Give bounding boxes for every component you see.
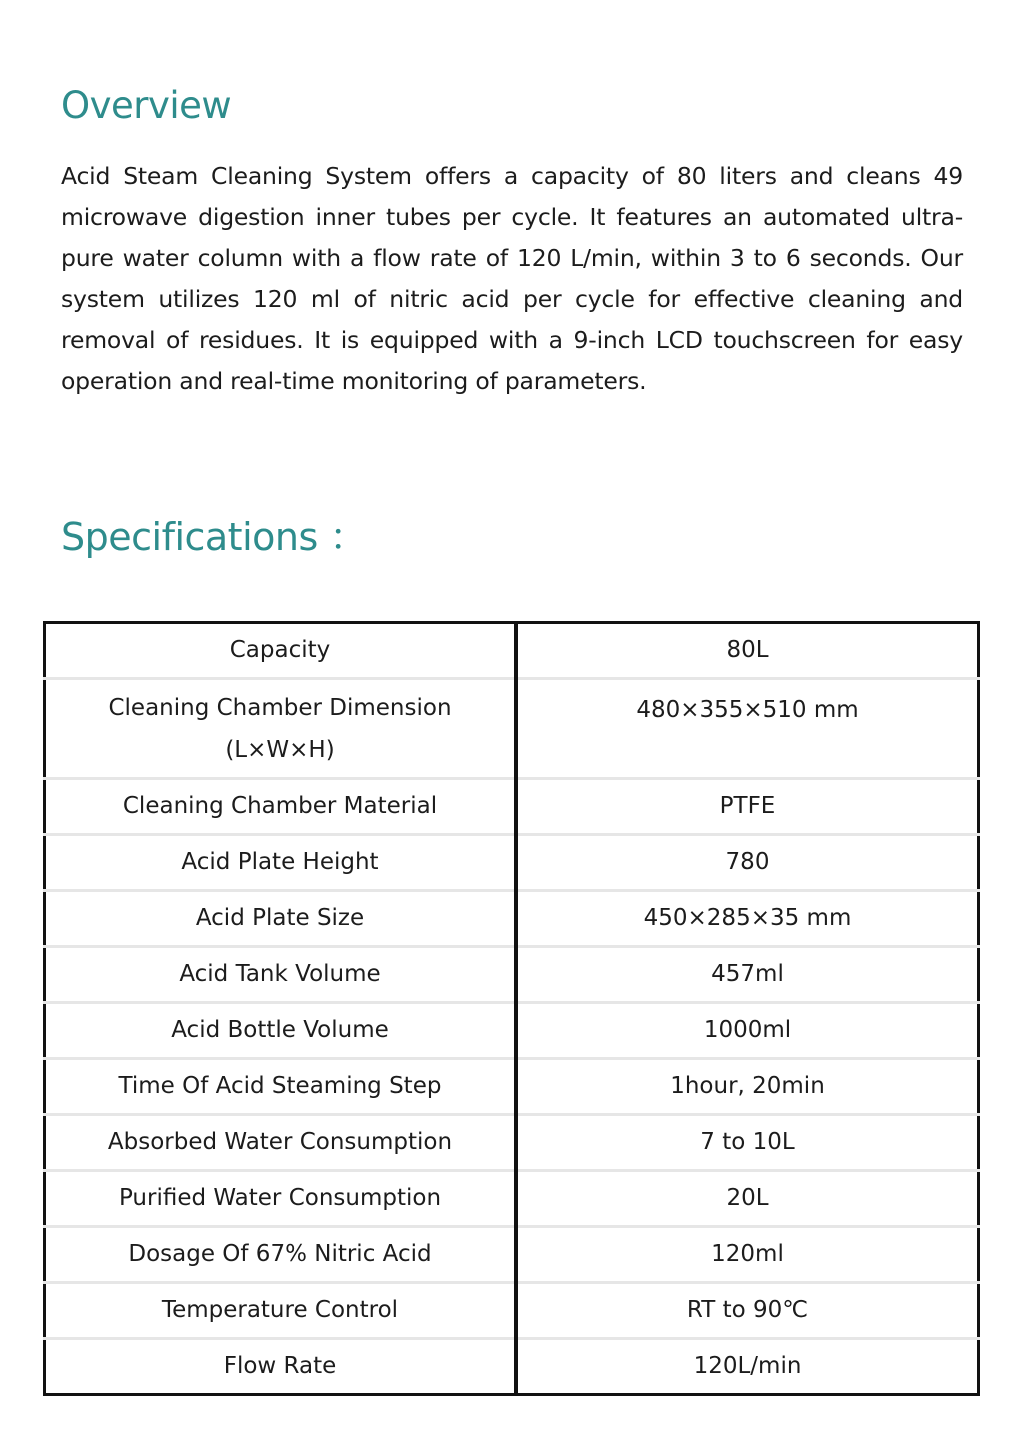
table-row [45,779,979,835]
spec-value: 80L [726,637,769,663]
spec-value: 457ml [516,947,979,1003]
table-row [45,947,979,1003]
spec-label: Dosage Of 67% Nitric Acid [45,1227,517,1283]
spec-value: 1000ml [516,1003,979,1059]
spec-label: Absorbed Water Consumption [45,1115,517,1171]
table-row [45,1283,979,1339]
table-row [45,1227,979,1283]
spec-value: RT to 90℃ [516,1283,979,1339]
spec-value: 120L/min [516,1339,979,1395]
spec-value: PTFE [516,779,979,835]
table-row [45,1003,979,1059]
overview-paragraph: Acid Steam Cleaning System offers a capacity of 80 liters and cleans 49 microwave digestion inner tubes per cycle. It features an automated ultra-pure water column with a flow rate of 120 L/min, within 3 to 6 seconds. Our system utilizes 120 ml of nitric acid per cycle for effective cleaning and removal of residues. It is equipped with a 9-inch LCD touchscreen for easy operation and real-time monitoring of parameters. [61,162,963,395]
table-row [45,1339,979,1395]
spec-label: Time Of Acid Steaming Step [45,1059,517,1115]
spec-label: Cleaning Chamber Material [45,779,517,835]
specifications-table [43,621,980,1396]
table-row [45,1171,979,1227]
table-row [45,679,979,779]
spec-value: 480×355×510 mm [516,679,979,779]
spec-value: 120ml [516,1227,979,1283]
spec-value: 7 to 10L [516,1115,979,1171]
spec-label: Acid Plate Size [45,891,517,947]
table-row [45,1115,979,1171]
spec-label: Purified Water Consumption [45,1171,517,1227]
table-row [45,891,979,947]
specifications-heading: Specifications ： [61,515,367,559]
spec-value: 450×285×35 mm [516,891,979,947]
spec-value: 780 [516,835,979,891]
overview-heading: Overview [61,84,232,127]
table-row [45,1059,979,1115]
table-row [45,623,979,679]
table-row [45,835,979,891]
spec-label: Acid Plate Height [45,835,517,891]
spec-label: Flow Rate [45,1339,517,1395]
spec-label: Acid Tank Volume [45,947,517,1003]
spec-label: Cleaning Chamber Dimension (L×W×H) [45,679,517,779]
spec-value: 20L [516,1171,979,1227]
spec-value: 1hour, 20min [516,1059,979,1115]
spec-label: Acid Bottle Volume [45,1003,517,1059]
spec-label: Temperature Control [45,1283,517,1339]
spec-label: Capacity [45,623,517,679]
